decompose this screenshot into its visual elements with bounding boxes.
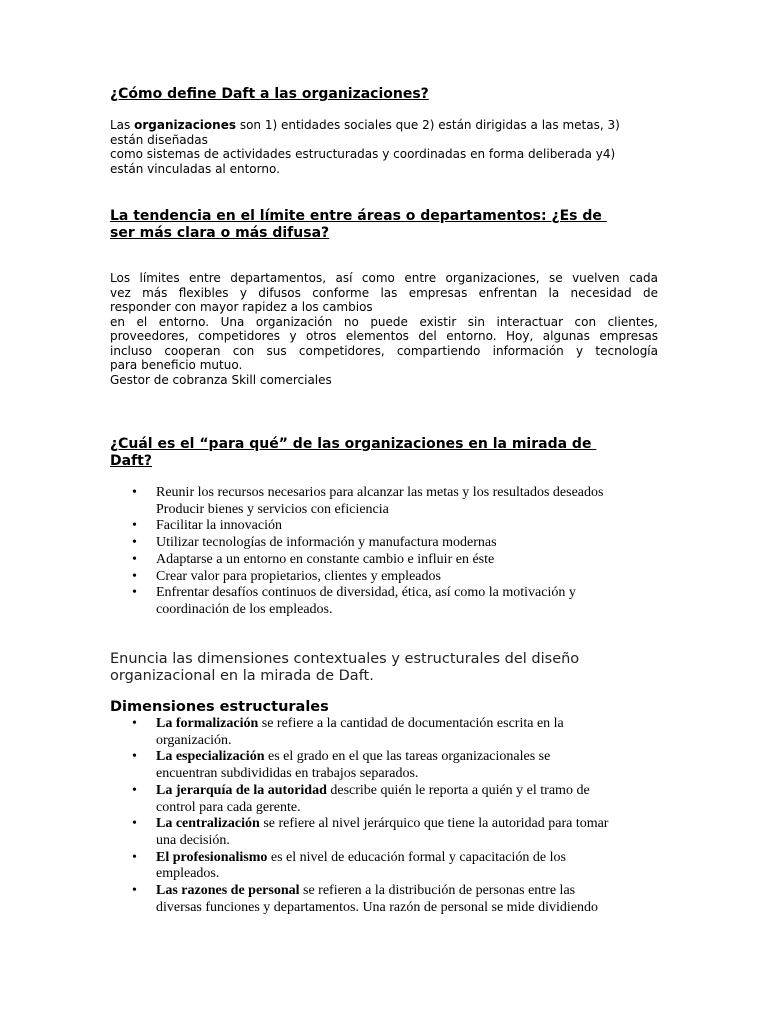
intro-dimensiones: Enuncia las dimensiones contextuales y estructurales del diseño organizacional en la mirada de Daft.: [110, 651, 580, 684]
bullet-icon: [132, 535, 137, 552]
paragraph-line: incluso cooperan con sus competidores, compartiendo información y tecnología: [110, 343, 658, 358]
list-item: • Crear valor para propietarios, clientes y empleados: [110, 569, 658, 586]
list-item: • Facilitar la innovación: [110, 518, 658, 535]
bullet-icon: [132, 816, 137, 833]
paragraph-line: vez más flexibles y difusos conforme las empresas enfrentan la necesidad de: [110, 285, 658, 300]
heading-define-organizaciones: ¿Cómo define Daft a las organizaciones?: [110, 86, 429, 102]
bullet-icon: [132, 569, 137, 586]
bullet-icon: [132, 716, 137, 733]
list-item: • El profesionalismo es el nivel de educación formal y capacitación de los empleados.: [110, 850, 658, 883]
list-item: • La especialización es el grado en el que las tareas organizacionales se encuentran subdivididas en trabajos separados.: [110, 749, 658, 782]
list-dimensiones-estructurales: [110, 716, 658, 916]
term-organizaciones: organizaciones: [134, 118, 236, 132]
heading-tendencia-limites: La tendencia en el límite entre áreas o departamentos: ¿Es de ser más clara o más difusa?: [110, 208, 607, 241]
paragraph-line: para beneficio mutuo.: [110, 358, 243, 372]
list-item: • Adaptarse a un entorno en constante cambio e influir en éste: [110, 552, 658, 569]
list-item: • Enfrentar desafíos continuos de diversidad, ética, así como la motivación y coordinación de los empleados.: [110, 585, 658, 618]
heading-para-que: ¿Cuál es el “para qué” de las organizaciones en la mirada de Daft?: [110, 436, 597, 469]
paragraph-line: están vinculadas al entorno.: [110, 161, 280, 176]
list-para-que: [110, 485, 658, 619]
bullet-icon: [132, 518, 137, 535]
list-item: Producir bienes y servicios con eficiencia: [156, 501, 389, 517]
list-item: • La centralización se refiere al nivel jerárquico que tiene la autoridad para tomar una decisión.: [110, 816, 658, 849]
list-item: • Utilizar tecnologías de información y manufactura modernas: [110, 535, 658, 552]
bullet-icon: [132, 883, 137, 900]
bullet-icon: [132, 552, 137, 569]
paragraph-line: proveedores, competidores y otros elementos del entorno. Hoy, algunas empresas: [110, 329, 658, 343]
paragraph-line: están diseñadas: [110, 132, 208, 147]
bullet-icon: [132, 850, 137, 867]
paragraph-line: en el entorno. Una organización no puede existir sin interactuar con clientes,: [110, 314, 658, 329]
paragraph-limites: [110, 271, 658, 387]
bullet-icon: [132, 585, 137, 602]
paragraph-line: Gestor de cobranza Skill comerciales: [110, 372, 332, 387]
list-item: • Reunir los recursos necesarios para alcanzar las metas y los resultados deseados: [110, 485, 658, 502]
paragraph-line: responder con mayor rapidez a los cambios: [110, 300, 373, 314]
list-item: • Las razones de personal se refieren a la distribución de personas entre las diversas funciones y departamentos. Una razón de personal se mide dividiendo: [110, 883, 658, 916]
paragraph-definicion: [110, 118, 658, 176]
bullet-icon: [132, 485, 137, 502]
list-item: • La formalización se refiere a la cantidad de documentación escrita en la organización.: [110, 716, 658, 749]
paragraph-line: Los límites entre departamentos, así como entre organizaciones, se vuelven cada: [110, 271, 658, 285]
bullet-icon: [132, 749, 137, 766]
paragraph-line: Las organizaciones son 1) entidades sociales que 2) están dirigidas a las metas, 3): [110, 118, 620, 132]
paragraph-line: como sistemas de actividades estructuradas y coordinadas en forma deliberada y4): [110, 147, 616, 161]
list-item: • La jerarquía de la autoridad describe quién le reporta a quién y el tramo de control para cada gerente.: [110, 783, 658, 816]
bullet-icon: [132, 783, 137, 800]
subheading-dimensiones-estructurales: Dimensiones estructurales: [110, 699, 329, 715]
